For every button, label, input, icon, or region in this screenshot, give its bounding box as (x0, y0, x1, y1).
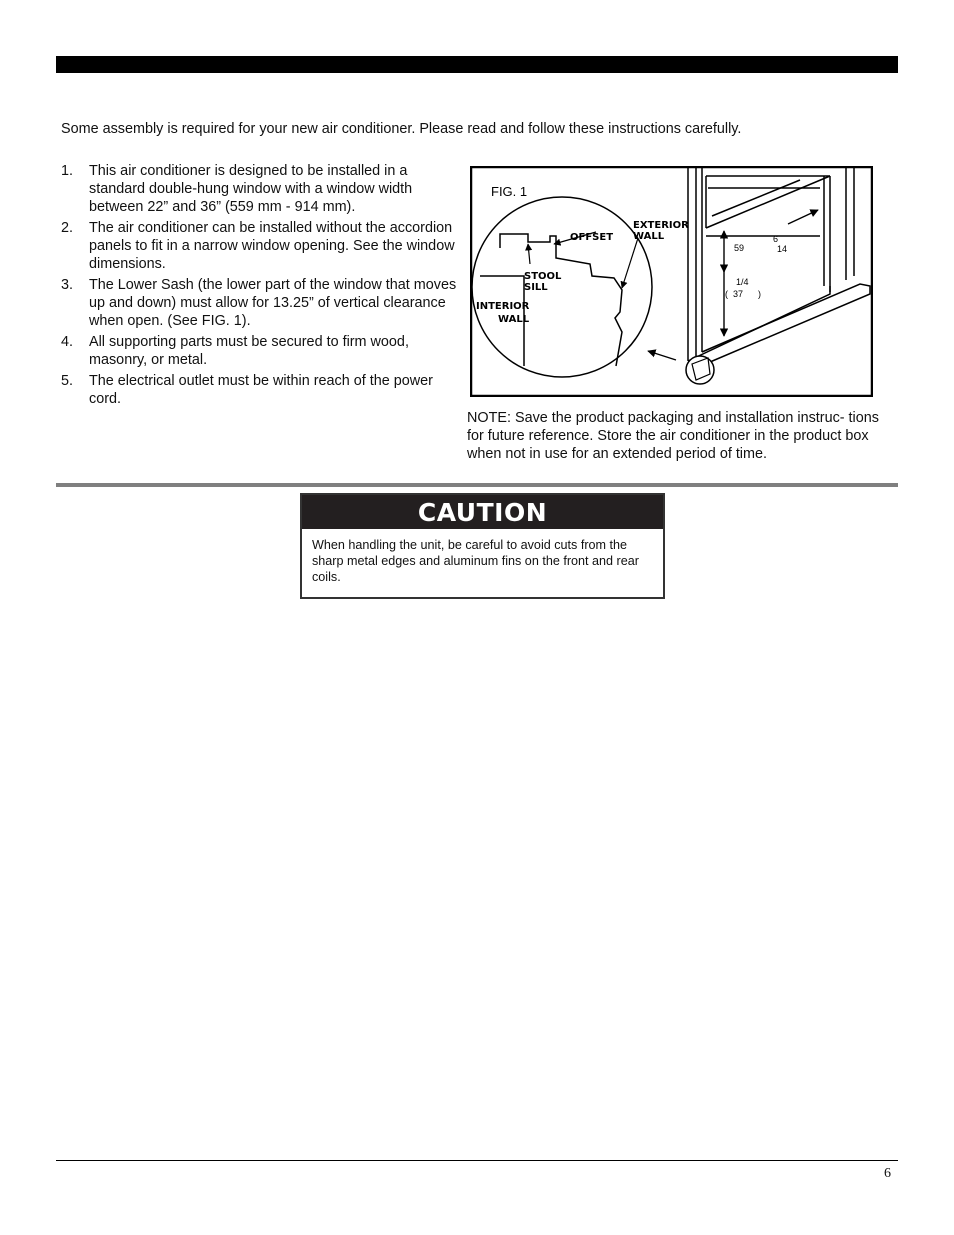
list-item-text: All supporting parts must be secured to firm wood, masonry, or metal. (89, 334, 409, 368)
list-item (61, 333, 466, 369)
intro-text: Some assembly is required for your new air conditioner. Please read and follow these instructions carefully. (61, 121, 742, 137)
header-bar (56, 56, 898, 73)
interior-wall-label: INTERIOR (476, 301, 530, 312)
interior-wall-label: WALL (498, 314, 530, 325)
detail-magnifier-circle (472, 197, 652, 377)
list-item-number: 5. (61, 373, 74, 389)
list-item-number: 2. (61, 220, 74, 236)
list-item-number: 1. (61, 163, 74, 179)
page-number: 6 (884, 1166, 891, 1181)
exterior-wall-label: WALL (633, 231, 665, 242)
section-divider (56, 483, 898, 487)
window-installation-figure (470, 166, 873, 397)
note-text: NOTE: Save the product packaging and installation instruc- tions for future reference. Store the air conditioner in the product box when not in use for an extended period of time. (467, 410, 879, 462)
caution-title: CAUTION (302, 495, 663, 529)
list-item (61, 372, 466, 408)
list-item-text: The electrical outlet must be within reach of the power cord. (89, 373, 433, 407)
list-item-number: 4. (61, 334, 74, 350)
exterior-wall-label: EXTERIOR (633, 220, 689, 231)
stool-sill-label: STOOL (524, 271, 562, 282)
list-item-text: The Lower Sash (the lower part of the window that moves up and down) must allow for 13.25” of vertical clearance when open. (See FIG. 1). (89, 277, 457, 329)
offset-label: OFFSET (570, 232, 614, 243)
caution-text: When handling the unit, be careful to avoid cuts from the sharp metal edges and aluminum fins on the front and rear coils. (312, 538, 639, 584)
dimension-label: 37 (733, 289, 744, 299)
footer-rule (56, 1160, 898, 1161)
dimension-label: 1/4 (736, 277, 749, 287)
dimension-label: ( (725, 289, 728, 299)
caution-box (300, 493, 665, 599)
list-item-text: This air conditioner is designed to be installed in a standard double-hung window with a window width between 22” and 36” (559 mm - 914 mm). (89, 163, 413, 215)
dimension-label: 6 (773, 234, 779, 244)
dimension-label: 59 (734, 243, 745, 253)
list-item-text: The air conditioner can be installed without the accordion panels to fit in a narrow window opening. See the window dimensions. (89, 220, 455, 272)
figure-caption: FIG. 1 (491, 184, 528, 199)
dimension-label: 14 (777, 244, 788, 254)
list-item (61, 219, 466, 273)
dimension-label: ) (758, 289, 761, 299)
list-item (61, 162, 466, 216)
list-item (61, 276, 466, 330)
stool-sill-label: SILL (524, 282, 548, 293)
list-item-number: 3. (61, 277, 74, 293)
requirements-list (61, 162, 466, 411)
